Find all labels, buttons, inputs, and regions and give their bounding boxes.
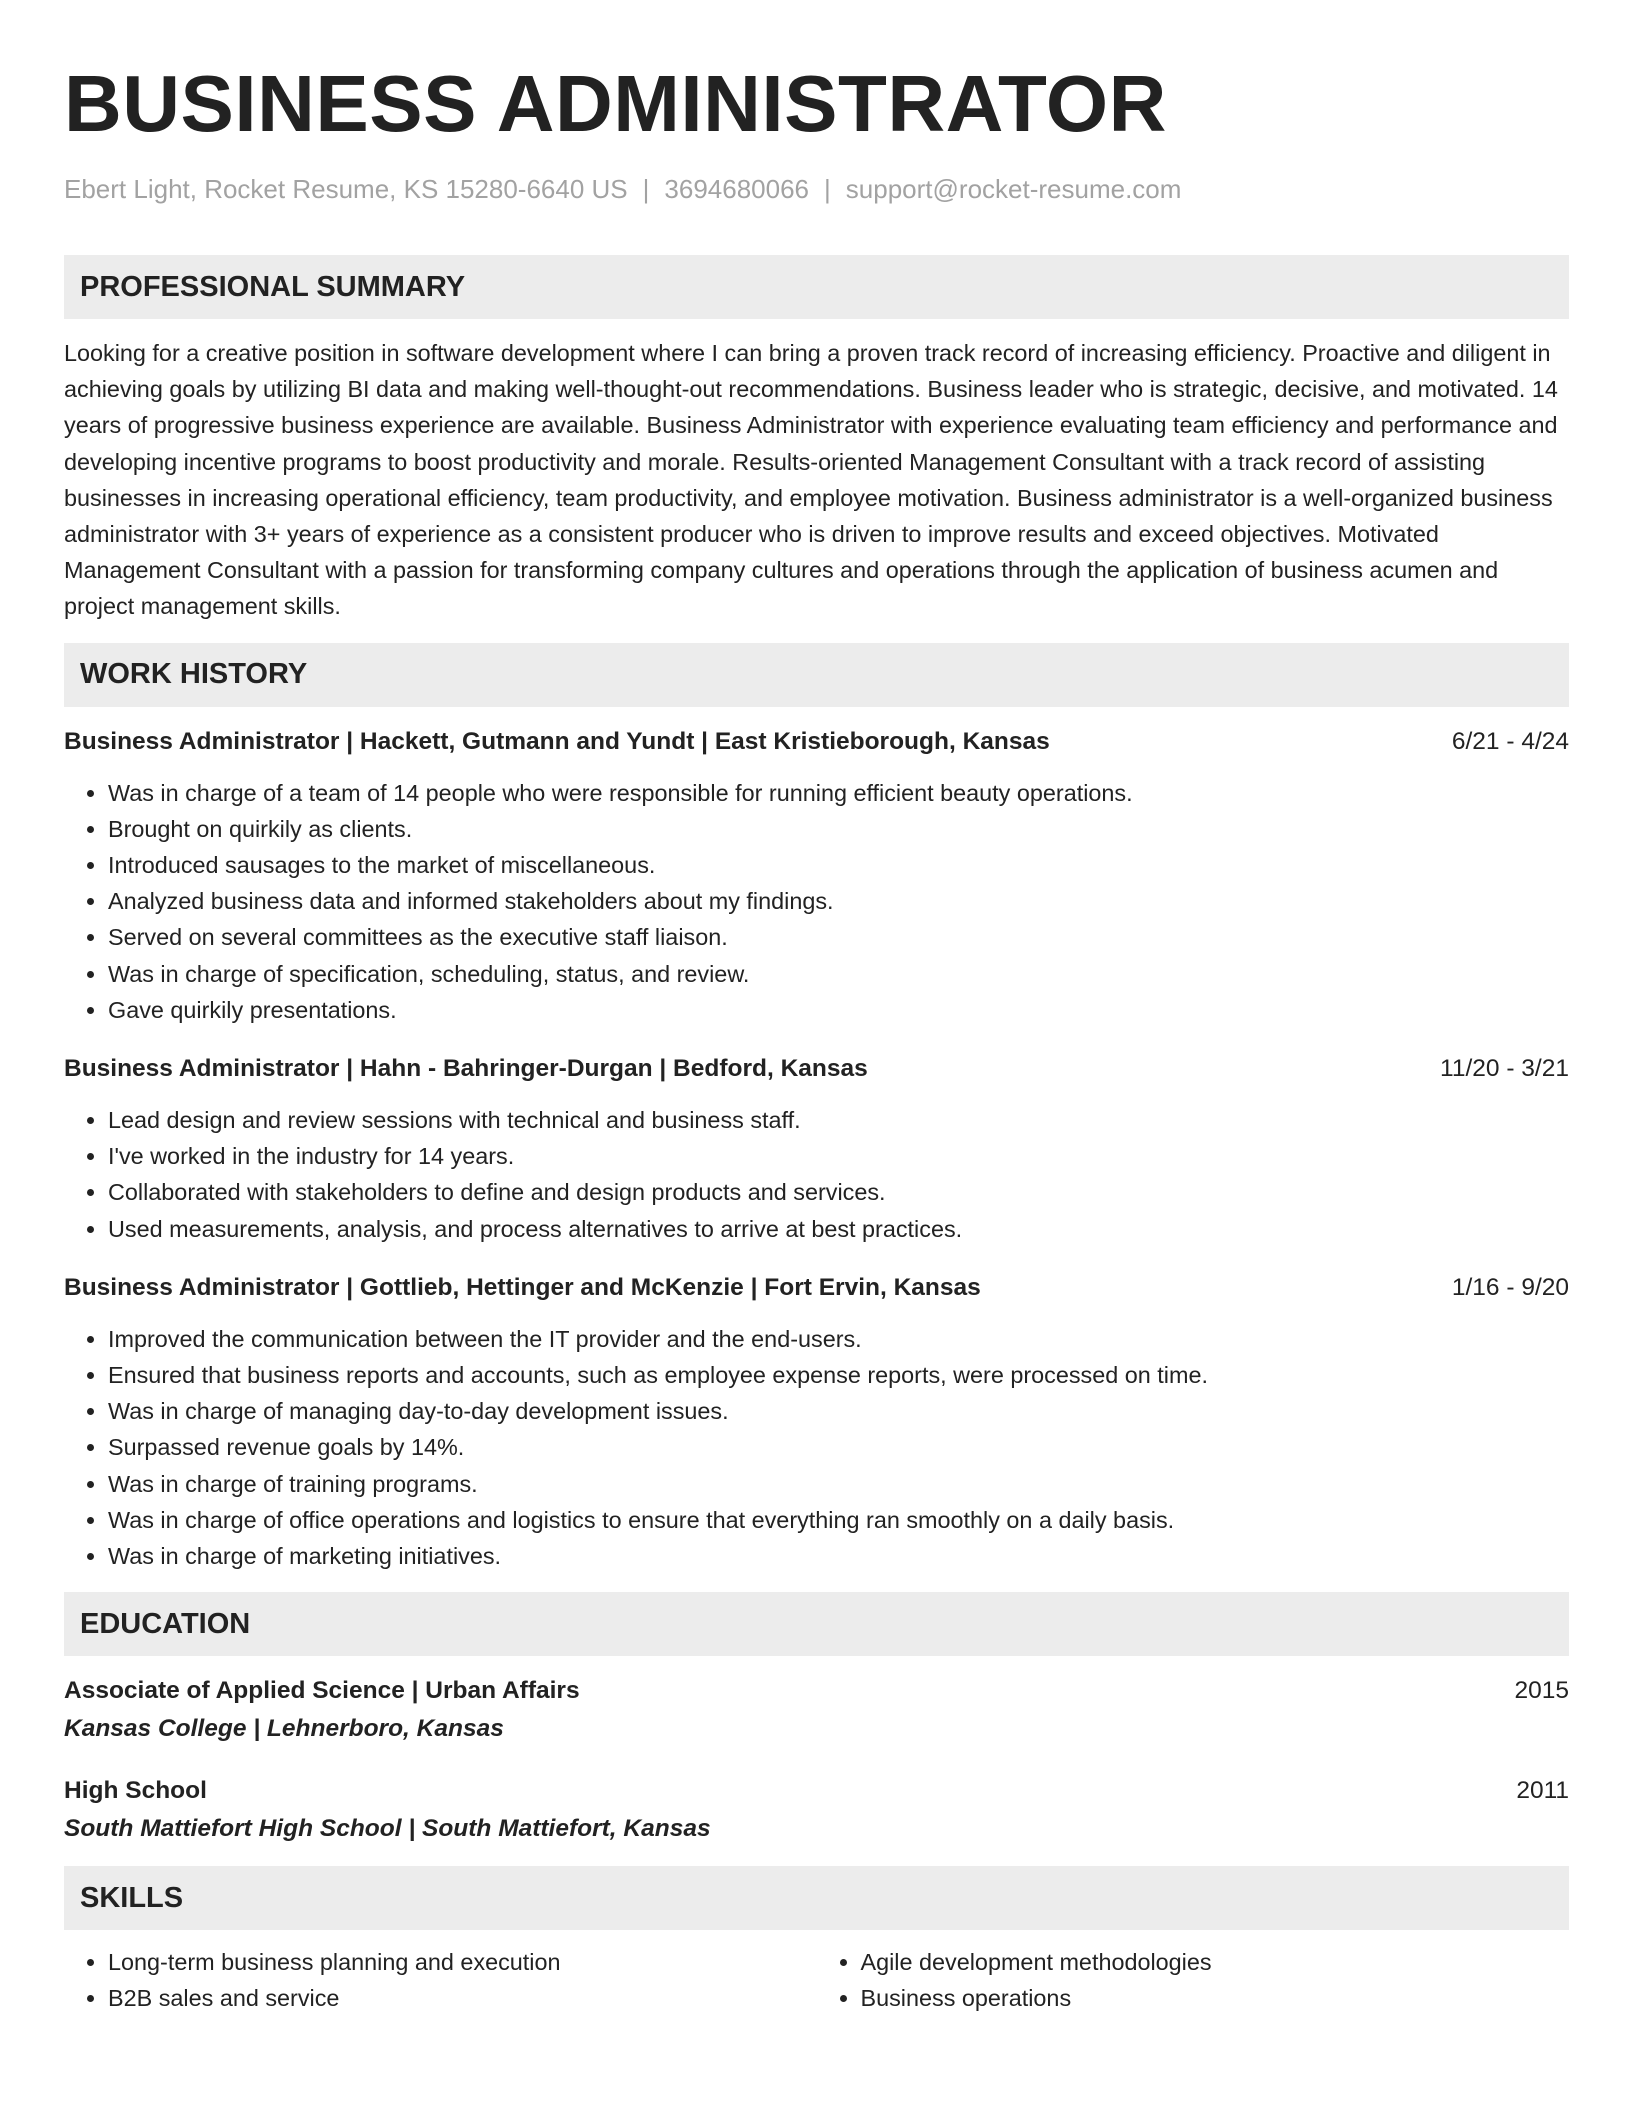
education-school: Kansas College | Lehnerboro, Kansas [64,1715,504,1743]
education-year: 2015 [1514,1677,1569,1705]
job-bullet: • Ensured that business reports and accounts, such as employee expense reports, were processed on time. [108,1357,1569,1393]
skill-item: • Business operations [861,1980,1570,2016]
section-header-skills: SKILLS [64,1866,1569,1930]
contact-email: support@rocket-resume.com [845,174,1182,204]
job-bullet: • Was in charge of a team of 14 people who were responsible for running efficient beauty operations. [108,775,1569,811]
job-bullet: • Was in charge of managing day-to-day development issues. [108,1393,1569,1429]
contact-separator: | [824,174,831,204]
skill-item: • Long-term business planning and execution [108,1944,817,1980]
job-title: Business Administrator | Hahn - Bahringer-Durgan | Bedford, Kansas [64,1055,868,1083]
job-title: Business Administrator | Hackett, Gutmann and Yundt | East Kristieborough, Kansas [64,727,1050,755]
section-header-summary: PROFESSIONAL SUMMARY [64,255,1569,319]
education-year: 2011 [1516,1777,1569,1805]
job-bullet: • Served on several committees as the executive staff liaison. [108,919,1569,955]
job-entry [64,1052,1569,1247]
job-bullets [64,775,1569,1028]
education-header [64,1774,1569,1808]
job-header [64,725,1569,759]
job-entry [64,1271,1569,1574]
section-header-education: EDUCATION [64,1592,1569,1656]
job-bullet: • Was in charge of marketing initiatives. [108,1538,1569,1574]
job-header [64,1271,1569,1305]
job-bullet: • Was in charge of training programs. [108,1466,1569,1502]
job-dates: 6/21 - 4/24 [1451,727,1569,755]
skill-item: • Agile development methodologies [861,1944,1570,1980]
skills-column-right [817,1944,1570,2016]
job-bullet: • Gave quirkily presentations. [108,992,1569,1028]
job-bullets [64,1321,1569,1574]
job-bullet: • Improved the communication between the IT provider and the end-users. [108,1321,1569,1357]
job-bullet: • I've worked in the industry for 14 years. [108,1138,1569,1174]
skills-column-left [64,1944,817,2016]
education-entry [64,1774,1569,1848]
job-bullet: • Was in charge of specification, scheduling, status, and review. [108,956,1569,992]
job-bullet: • Was in charge of office operations and logistics to ensure that everything ran smoothly on a daily basis. [108,1502,1569,1538]
education-entry [64,1674,1569,1748]
education-school: South Mattiefort High School | South Mattiefort, Kansas [64,1815,711,1843]
job-bullet: • Surpassed revenue goals by 14%. [108,1429,1569,1465]
job-dates: 11/20 - 3/21 [1440,1055,1569,1083]
job-bullet: • Brought on quirkily as clients. [108,811,1569,847]
job-bullets [64,1102,1569,1247]
education-header [64,1674,1569,1708]
job-dates: 1/16 - 9/20 [1451,1273,1569,1301]
job-bullet: • Used measurements, analysis, and process alternatives to arrive at best practices. [108,1211,1569,1247]
contact-phone: 3694680066 [664,174,810,204]
contact-separator: | [642,174,650,204]
education-degree: High School [64,1777,207,1805]
job-bullet: • Lead design and review sessions with technical and business staff. [108,1102,1569,1138]
job-bullet: • Introduced sausages to the market of miscellaneous. [108,847,1569,883]
skills-list [64,1944,1569,2016]
resume-title: BUSINESS ADMINISTRATOR [64,59,1167,148]
job-bullet: • Collaborated with stakeholders to define and design products and services. [108,1174,1569,1210]
summary-text: Looking for a creative position in software development where I can bring a proven track record of increasing efficiency. Proactive and diligent in achieving goals by utilizing BI data and making well-thought-out recommendations. Business leader who is strategic, decisive, and motivated. 14 years of progressive business experience are available. Business Administrator with experience evaluating team efficiency and performance and developing incentive programs to boost productivity and morale. Results-oriented Management Consultant with a track record of assisting businesses in increasing operational efficiency, team productivity, and employee motivation. Business administrator is a well-organized business administrator with 3+ years of experience as a consistent producer who is driven to improve results and exceed objectives. Motivated Management Consultant with a passion for transforming company cultures and operations through the application of business acumen and project management skills. [64,340,1558,620]
section-header-work-history: WORK HISTORY [64,643,1569,707]
job-title: Business Administrator | Gottlieb, Hettinger and McKenzie | Fort Ervin, Kansas [64,1273,981,1301]
job-header [64,1052,1569,1086]
skill-item: • B2B sales and service [108,1980,817,2016]
job-entry [64,725,1569,1028]
contact-line [64,174,1569,205]
job-bullet: • Analyzed business data and informed stakeholders about my findings. [108,883,1569,919]
contact-address: Ebert Light, Rocket Resume, KS 15280-6640 US [64,174,628,204]
education-degree: Associate of Applied Science | Urban Affairs [64,1677,580,1705]
